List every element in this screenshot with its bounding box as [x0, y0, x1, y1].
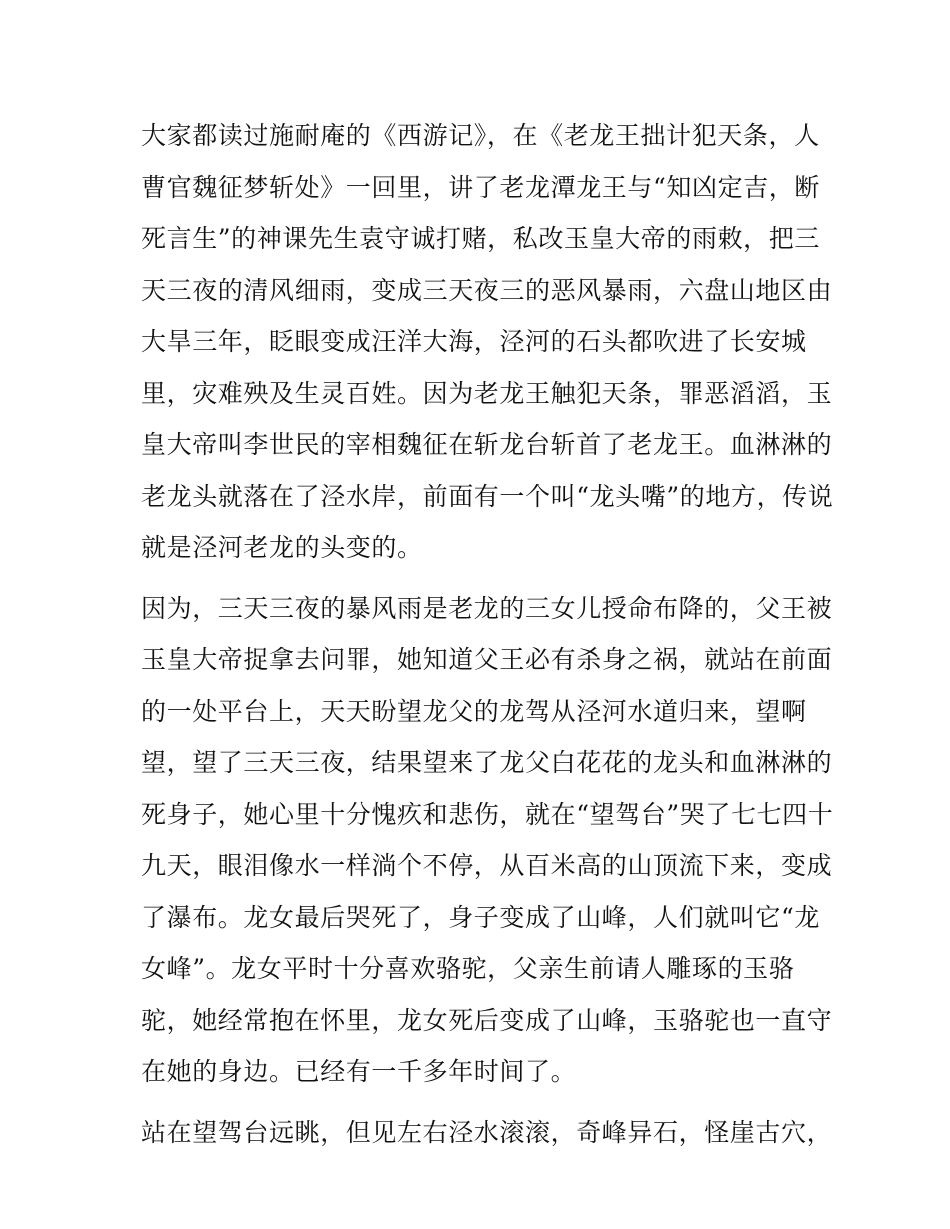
text-line: 女峰”。龙女平时十分喜欢骆驼，父亲生前请人雕琢的玉骆 — [141, 954, 795, 983]
text-line: 因为，三天三夜的暴风雨是老龙的三女儿授命布降的，父王被 — [141, 593, 833, 623]
paragraph-1 — [141, 110, 834, 574]
text-line: 里，灾难殃及生灵百姓。因为老龙王触犯天条，罪恶滔滔，玉 — [141, 378, 833, 408]
text-line: 驼，她经常抱在怀里，龙女死后变成了山峰，玉骆驼也一直守 — [141, 1005, 833, 1035]
paragraph-3 — [141, 1107, 833, 1159]
text-line: 死身子，她心里十分愧疚和悲伤，就在“望驾台”哭了七七四十 — [141, 799, 834, 829]
document-body — [141, 110, 834, 1158]
paragraph-2 — [141, 583, 834, 1098]
text-line: 皇大帝叫李世民的宰相魏征在斩龙台斩首了老龙王。血淋淋的 — [141, 430, 833, 459]
text-line: 站在望驾台远眺，但见左右泾水滚滚，奇峰异石，怪崖古穴， — [141, 1117, 833, 1147]
paragraph-spacer — [141, 574, 821, 583]
paragraph-spacer — [141, 1098, 821, 1107]
text-line: 天三夜的清风细雨，变成三天夜三的恶风暴雨，六盘山地区由 — [141, 275, 833, 305]
text-line: 九天，眼泪像水一样淌个不停，从百米高的山顶流下来，变成 — [141, 851, 833, 880]
text-line: 就是泾河老龙的头变的。 — [141, 533, 423, 562]
text-line: 老龙头就落在了泾水岸，前面有一个叫“龙头嘴”的地方，传说 — [141, 481, 834, 511]
text-line: 的一处平台上，天天盼望龙父的龙驾从泾河水道归来，望啊 — [141, 696, 807, 726]
text-line: 望，望了三天三夜，结果望来了龙父白花花的龙头和血淋淋的 — [141, 748, 833, 777]
text-line: 大家都读过施耐庵的《西游记》，在《老龙王拙计犯天条，人 — [141, 121, 820, 150]
text-line: 大旱三年，眨眼变成汪洋大海，泾河的石头都吹进了长安城 — [141, 327, 807, 356]
text-line: 死言生”的神课先生袁守诚打赌，私改玉皇大帝的雨敕，把三 — [141, 224, 820, 253]
text-line: 曹官魏征梦斩处》一回里，讲了老龙潭龙王与“知凶定吉，断 — [141, 172, 820, 202]
text-line: 了瀑布。龙女最后哭死了，身子变成了山峰，人们就叫它“龙 — [141, 902, 820, 932]
text-line: 在她的身边。已经有一千多年时间了。 — [141, 1057, 577, 1086]
text-line: 玉皇大帝捉拿去问罪，她知道父王必有杀身之祸，就站在前面 — [141, 645, 833, 674]
